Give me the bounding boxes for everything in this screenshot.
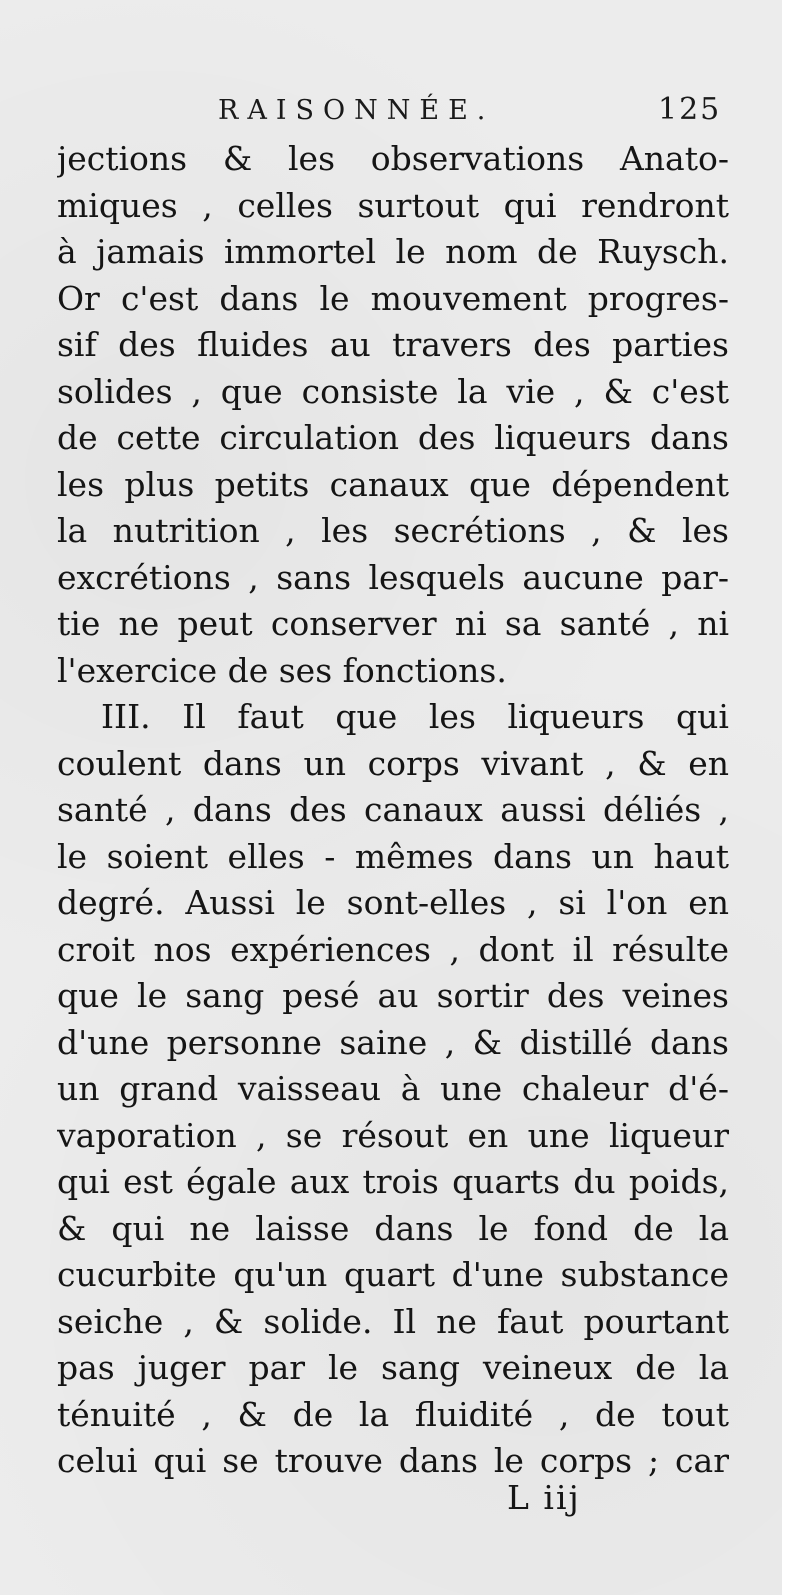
text-line: santé , dans des canaux aussi déliés , — [57, 790, 729, 829]
text-line: que le sang pesé au sortir des veines — [57, 976, 729, 1015]
text-line: pas juger par le sang veineux de la — [57, 1348, 729, 1387]
signature-mark: L iij — [507, 1478, 581, 1517]
paragraph-1 — [57, 136, 729, 694]
page-header — [0, 92, 782, 135]
text-line: les plus petits canaux que dépendent — [57, 464, 729, 504]
page-number: 125 — [658, 92, 722, 127]
text-line: coulent dans un corps vivant , & en — [57, 743, 729, 783]
text-line: seiche , & solide. Il ne faut pourtant — [57, 1301, 729, 1341]
text-line: celui qui se trouve dans le corps ; car — [57, 1441, 729, 1480]
text-line: vaporation , se résout en une liqueur — [57, 1115, 729, 1155]
text-line: cucurbite qu'un quart d'une substance — [57, 1255, 729, 1294]
text-line: miques , celles surtout qui rendront — [57, 185, 729, 225]
text-line: le soient elles - mêmes dans un haut — [57, 836, 729, 876]
text-line: de cette circulation des liqueurs dans — [57, 418, 729, 457]
body-text — [57, 136, 729, 1485]
text-line: III. Il faut que les liqueurs qui — [101, 697, 729, 736]
running-head: RAISONNÉE. — [218, 95, 495, 126]
text-line: excrétions , sans lesquels aucune par- — [57, 557, 729, 597]
text-line: ténuité , & de la fluidité , de tout — [57, 1394, 729, 1434]
text-line: degré. Aussi le sont-elles , si l'on en — [57, 883, 729, 922]
text-line: l'exercice de ses fonctions. — [57, 650, 507, 690]
text-line: qui est égale aux trois quarts du poids, — [57, 1162, 729, 1201]
text-line: tie ne peut conserver ni sa santé , ni — [57, 604, 729, 643]
text-line: sif des fluides au travers des parties — [57, 325, 729, 364]
paragraph-2 — [57, 694, 729, 1485]
text-line: croit nos expériences , dont il résulte — [57, 929, 729, 969]
page-edge — [782, 0, 800, 1595]
text-line: Or c'est dans le mouvement progres- — [57, 278, 729, 318]
text-line: la nutrition , les secrétions , & les — [57, 511, 729, 550]
text-line: jections & les observations Anato- — [57, 139, 729, 178]
text-line: solides , que consiste la vie , & c'est — [57, 371, 729, 411]
text-line: à jamais immortel le nom de Ruysch. — [57, 232, 729, 271]
text-line: un grand vaisseau à une chaleur d'é- — [57, 1069, 729, 1108]
text-line: & qui ne laisse dans le fond de la — [57, 1208, 729, 1248]
text-line: d'une personne saine , & distillé dans — [57, 1022, 729, 1062]
